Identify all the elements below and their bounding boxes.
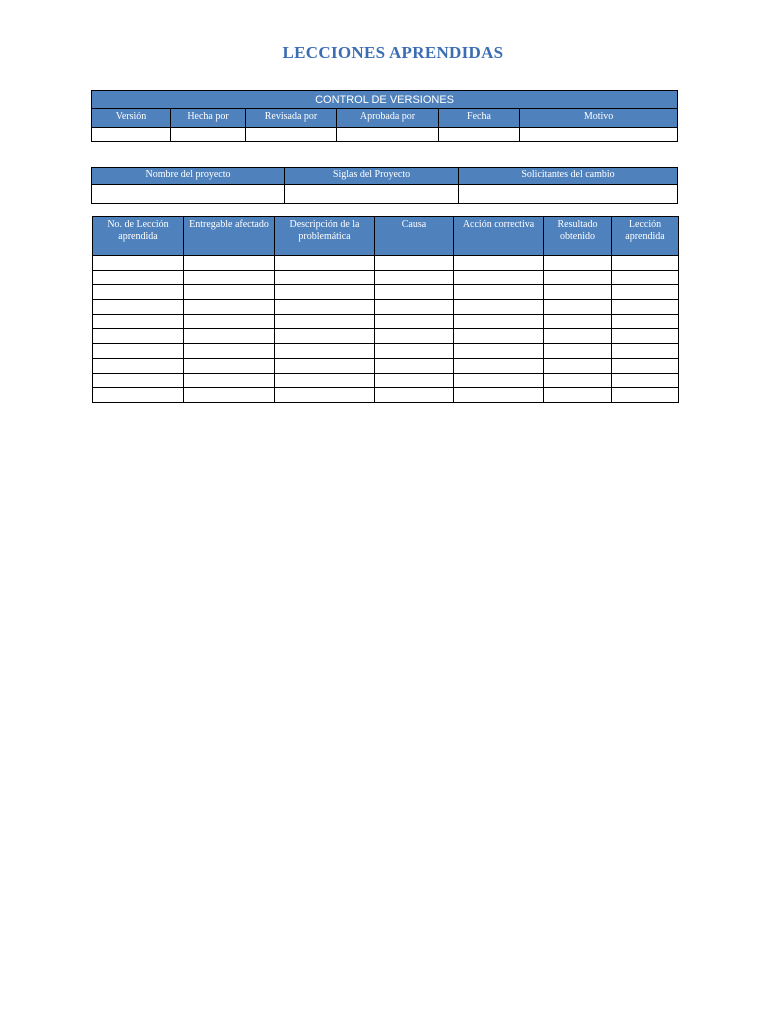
- table-cell[interactable]: [544, 270, 612, 285]
- header-lesson-learned: Lección aprendida: [612, 217, 679, 256]
- table-row: [93, 285, 679, 300]
- table-cell[interactable]: [93, 314, 184, 329]
- table-cell[interactable]: [275, 344, 375, 359]
- table-cell[interactable]: [275, 373, 375, 388]
- table-cell[interactable]: [93, 300, 184, 315]
- table-cell[interactable]: [93, 373, 184, 388]
- header-date: Fecha: [439, 109, 520, 128]
- table-cell[interactable]: [375, 256, 454, 271]
- table-row: [93, 300, 679, 315]
- version-control-table: [91, 90, 678, 142]
- table-cell[interactable]: [544, 300, 612, 315]
- header-reviewed-by: Revisada por: [246, 109, 337, 128]
- table-cell[interactable]: [375, 358, 454, 373]
- table-cell[interactable]: [184, 300, 275, 315]
- lessons-table: [92, 216, 679, 403]
- header-lesson-number: No. de Lección aprendida: [93, 217, 184, 256]
- table-cell[interactable]: [612, 373, 679, 388]
- table-cell[interactable]: [612, 285, 679, 300]
- header-affected-deliverable: Entregable afectado: [184, 217, 275, 256]
- page-title: LECCIONES APRENDIDAS: [282, 43, 504, 62]
- table-cell[interactable]: [184, 329, 275, 344]
- table-row: [93, 358, 679, 373]
- table-cell[interactable]: [375, 388, 454, 403]
- table-cell[interactable]: [612, 358, 679, 373]
- table-cell[interactable]: [93, 344, 184, 359]
- table-cell[interactable]: [454, 388, 544, 403]
- project-table: [91, 167, 678, 204]
- header-approved-by: Aprobada por: [337, 109, 439, 128]
- table-cell[interactable]: [375, 373, 454, 388]
- table-cell[interactable]: [93, 270, 184, 285]
- header-result-obtained: Resultado obtenido: [544, 217, 612, 256]
- table-cell[interactable]: [275, 314, 375, 329]
- table-cell[interactable]: [454, 358, 544, 373]
- table-row: [93, 388, 679, 403]
- header-made-by: Hecha por: [171, 109, 246, 128]
- header-project-name: Nombre del proyecto: [92, 168, 285, 185]
- header-cause: Causa: [375, 217, 454, 256]
- table-cell[interactable]: [454, 270, 544, 285]
- table-cell[interactable]: [275, 270, 375, 285]
- table-cell[interactable]: [375, 314, 454, 329]
- table-cell[interactable]: [612, 344, 679, 359]
- table-cell[interactable]: [612, 300, 679, 315]
- table-cell[interactable]: [93, 256, 184, 271]
- header-corrective-action: Acción correctiva: [454, 217, 544, 256]
- table-row: [92, 128, 678, 142]
- table-cell[interactable]: [612, 256, 679, 271]
- table-cell[interactable]: [544, 329, 612, 344]
- header-project-acronym: Siglas del Proyecto: [285, 168, 459, 185]
- table-cell[interactable]: [375, 329, 454, 344]
- table-cell[interactable]: [275, 256, 375, 271]
- table-cell[interactable]: [612, 388, 679, 403]
- table-cell[interactable]: [454, 314, 544, 329]
- table-row: [93, 329, 679, 344]
- table-row: [93, 314, 679, 329]
- table-cell[interactable]: [612, 270, 679, 285]
- table-cell[interactable]: [454, 285, 544, 300]
- table-cell[interactable]: [275, 300, 375, 315]
- table-cell[interactable]: [454, 373, 544, 388]
- table-row: [93, 344, 679, 359]
- table-cell[interactable]: [184, 285, 275, 300]
- table-cell[interactable]: [544, 373, 612, 388]
- table-cell[interactable]: [275, 285, 375, 300]
- table-cell[interactable]: [93, 358, 184, 373]
- table-row: [93, 373, 679, 388]
- header-reason: Motivo: [520, 109, 678, 128]
- header-problem-description: Descripción de la problemática: [275, 217, 375, 256]
- table-cell[interactable]: [184, 314, 275, 329]
- table-cell[interactable]: [454, 329, 544, 344]
- table-cell[interactable]: [93, 285, 184, 300]
- table-cell[interactable]: [544, 314, 612, 329]
- table-cell[interactable]: [544, 344, 612, 359]
- table-cell[interactable]: [93, 388, 184, 403]
- cell-version[interactable]: [92, 128, 171, 142]
- cell-made-by[interactable]: [171, 128, 246, 142]
- table-cell[interactable]: [375, 270, 454, 285]
- table-cell[interactable]: [544, 358, 612, 373]
- table-cell[interactable]: [375, 344, 454, 359]
- table-cell[interactable]: [612, 329, 679, 344]
- table-cell[interactable]: [612, 314, 679, 329]
- table-row: [93, 270, 679, 285]
- table-cell[interactable]: [454, 256, 544, 271]
- cell-date[interactable]: [439, 128, 520, 142]
- table-cell[interactable]: [93, 329, 184, 344]
- cell-project-name[interactable]: [92, 185, 285, 204]
- table-row: [93, 256, 679, 271]
- version-control-caption: CONTROL DE VERSIONES: [92, 91, 678, 109]
- cell-project-acronym[interactable]: [285, 185, 459, 204]
- table-cell[interactable]: [375, 300, 454, 315]
- cell-reviewed-by[interactable]: [246, 128, 337, 142]
- header-version: Versión: [92, 109, 171, 128]
- table-cell[interactable]: [544, 388, 612, 403]
- table-cell[interactable]: [544, 256, 612, 271]
- table-cell[interactable]: [544, 285, 612, 300]
- table-row: [92, 185, 678, 204]
- cell-change-requesters[interactable]: [459, 185, 678, 204]
- table-cell[interactable]: [375, 285, 454, 300]
- table-cell[interactable]: [184, 388, 275, 403]
- table-cell[interactable]: [184, 270, 275, 285]
- cell-reason[interactable]: [520, 128, 678, 142]
- table-cell[interactable]: [184, 256, 275, 271]
- table-cell[interactable]: [184, 344, 275, 359]
- header-change-requesters: Solicitantes del cambio: [459, 168, 678, 185]
- table-cell[interactable]: [454, 300, 544, 315]
- table-cell[interactable]: [275, 358, 375, 373]
- table-cell[interactable]: [184, 358, 275, 373]
- table-cell[interactable]: [184, 373, 275, 388]
- cell-approved-by[interactable]: [337, 128, 439, 142]
- table-cell[interactable]: [275, 388, 375, 403]
- table-cell[interactable]: [454, 344, 544, 359]
- table-cell[interactable]: [275, 329, 375, 344]
- lessons-body: [93, 256, 679, 403]
